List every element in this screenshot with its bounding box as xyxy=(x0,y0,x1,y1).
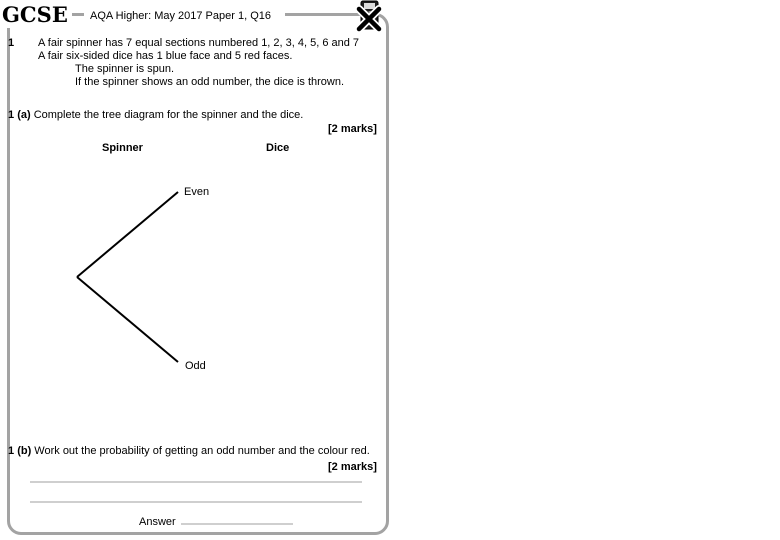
question-number: 1 xyxy=(8,37,15,49)
column-header-dice: Dice xyxy=(266,142,290,154)
branch-label-even: Even xyxy=(184,186,210,198)
question-line: A fair six-sided dice has 1 blue face and 5 red faces. xyxy=(38,50,293,62)
part-b-label: (b) xyxy=(17,445,32,457)
part-b-heading xyxy=(8,445,370,457)
paper-title: AQA Higher: May 2017 Paper 1, Q16 xyxy=(84,8,285,24)
question-line: A fair spinner has 7 equal sections numbered 1, 2, 3, 4, 5, 6 and 7 xyxy=(38,37,360,49)
branch-line-even xyxy=(77,192,178,277)
part-a-marks: [2 marks] xyxy=(328,123,377,135)
part-a-label: (a) xyxy=(17,109,31,121)
part-a-text: Complete the tree diagram for the spinner and the dice. xyxy=(33,109,304,121)
tree-diagram xyxy=(0,0,400,400)
answer-label: Answer xyxy=(139,516,176,528)
part-b-number: 1 xyxy=(8,445,15,457)
part-a-number: 1 xyxy=(8,109,15,121)
column-header-spinner: Spinner xyxy=(102,142,143,154)
question-line: If the spinner shows an odd number, the dice is thrown. xyxy=(75,76,345,88)
gcse-logo: GCSE xyxy=(2,2,72,27)
part-b-marks: [2 marks] xyxy=(328,461,377,473)
working-line xyxy=(30,481,362,483)
branch-label-odd: Odd xyxy=(185,360,206,372)
branch-line-odd xyxy=(77,277,178,362)
no-calculator-icon xyxy=(354,0,384,33)
answer-line xyxy=(181,523,293,525)
part-b-text: Work out the probability of getting an odd number and the colour red. xyxy=(34,445,370,457)
working-line xyxy=(30,501,362,503)
question-line: The spinner is spun. xyxy=(75,63,175,75)
